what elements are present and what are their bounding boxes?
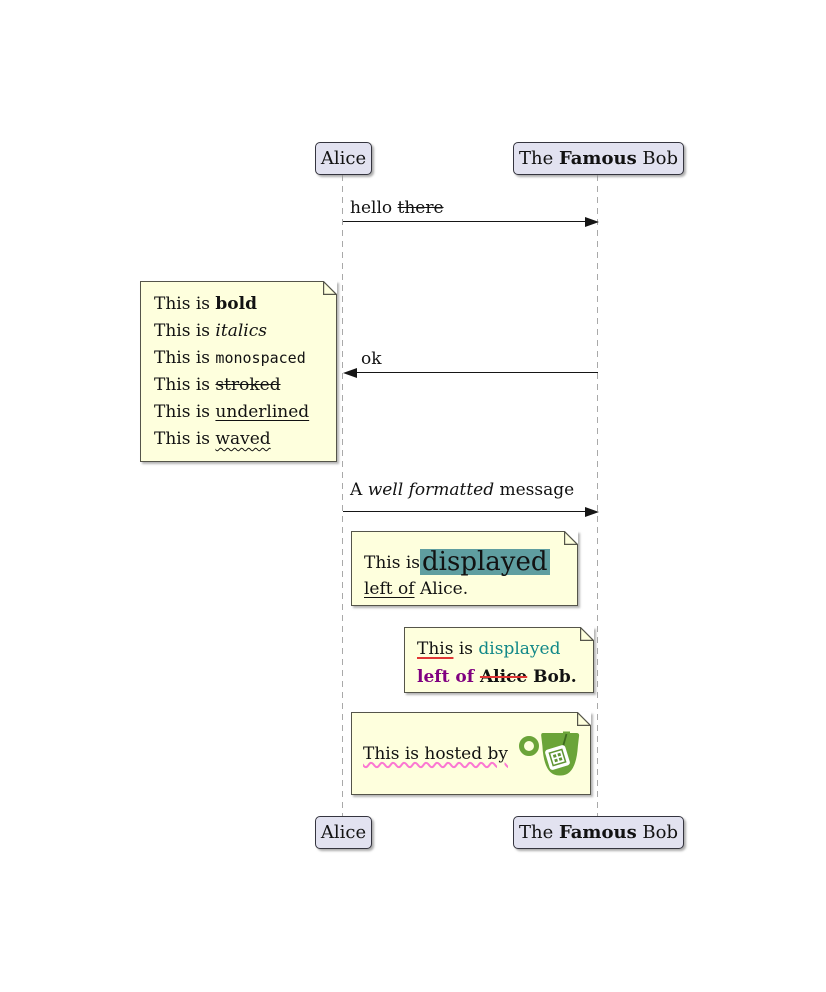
- note-formatting: [140, 281, 337, 462]
- note-line-underlined: This is underlined: [154, 402, 310, 422]
- cup-handle: [522, 739, 537, 754]
- message-formatted-line: [343, 511, 592, 512]
- lifeline-bob: [597, 175, 598, 816]
- note-line-monospaced: This is monospaced: [154, 348, 306, 368]
- note-formatting-body: [141, 282, 336, 462]
- participant-alice-bottom: [315, 816, 372, 849]
- message-ok-line: [350, 372, 598, 373]
- plantuml-cup-logo: [517, 730, 580, 777]
- note-displayed-alice: [351, 531, 578, 606]
- participant-bob-bottom: [513, 816, 684, 849]
- note-line: left of Alice.: [364, 579, 469, 599]
- note-hosted-by: [351, 712, 591, 795]
- arrowhead-left-icon: [343, 368, 357, 378]
- note-line: This is displayed: [417, 639, 561, 659]
- participant-bob-label: The Famous Bob: [518, 822, 679, 843]
- note-displayed-bob: [404, 627, 594, 693]
- note-line: left of Alice Bob.: [417, 667, 577, 687]
- participant-alice-label: Alice: [320, 822, 367, 843]
- arrowhead-right-icon: [585, 217, 599, 227]
- note-line: This is displayed: [364, 547, 548, 577]
- message-formatted-label: A well formatted message: [350, 480, 575, 500]
- arrowhead-right-icon: [585, 507, 599, 517]
- participant-bob-top: [513, 142, 684, 175]
- message-ok-label: ok: [361, 349, 382, 369]
- note-fold-icon: [580, 627, 594, 641]
- hosted-by-text: This is hosted by: [363, 743, 508, 764]
- participant-bob-label: The Famous Bob: [518, 148, 679, 169]
- note-line-stroked: This is stroked: [154, 375, 281, 395]
- note-line-bold: This is bold: [154, 294, 257, 314]
- lifeline-alice: [342, 175, 343, 816]
- message-hello-label: hello there: [350, 198, 444, 218]
- message-hello-line: [343, 221, 592, 222]
- note-displayed-alice-body: [352, 532, 577, 603]
- participant-alice-label: Alice: [320, 148, 367, 169]
- note-displayed-bob-body: [405, 628, 593, 698]
- note-line-italics: This is italics: [154, 321, 267, 341]
- note-fold-icon: [323, 281, 337, 295]
- note-fold-icon: [564, 531, 578, 545]
- note-hosted-by-body: [352, 713, 590, 794]
- note-fold-icon: [577, 712, 591, 726]
- note-line-waved: This is waved: [154, 429, 271, 449]
- participant-alice-top: [315, 142, 372, 175]
- logo-wrap: [517, 730, 580, 777]
